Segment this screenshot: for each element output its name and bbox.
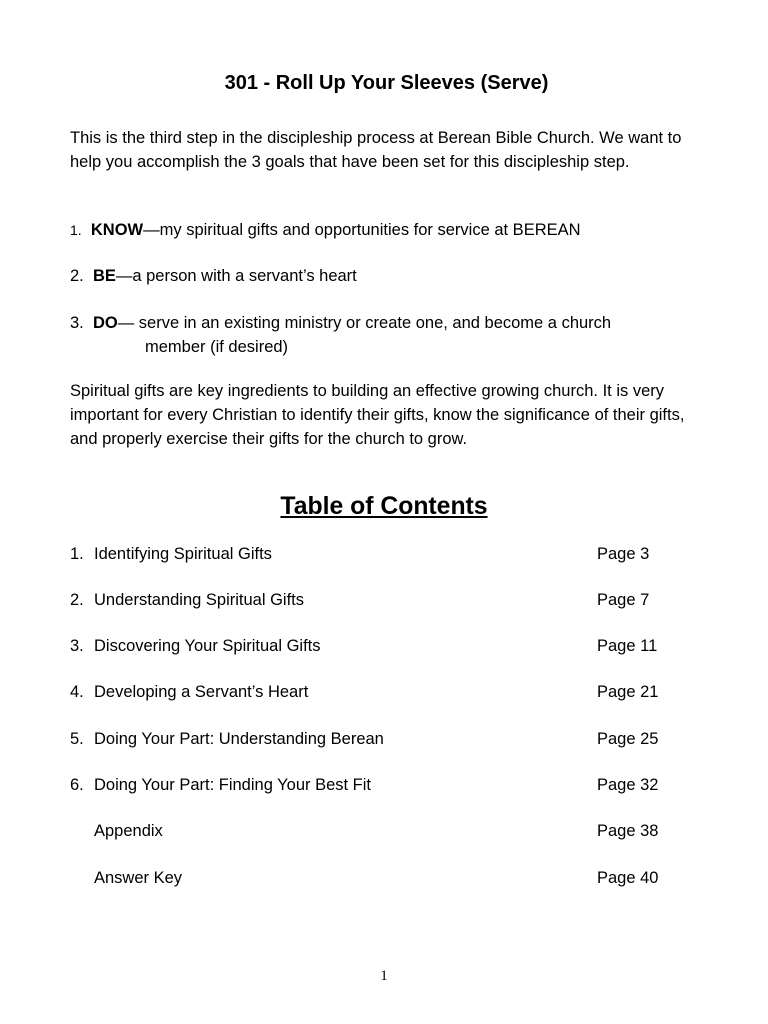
toc-item-answer-key — [70, 866, 710, 890]
goal-keyword: BE — [92, 267, 116, 285]
toc-item — [70, 634, 710, 658]
toc-item — [70, 727, 710, 751]
toc-item-page: Page 7 — [597, 591, 650, 609]
goal-text: —my spiritual gifts and opportunities for service at BEREAN — [143, 221, 581, 239]
toc-item-appendix — [70, 819, 710, 843]
intro-paragraph: This is the third step in the discipleship process at Berean Bible Church. We want to help you accomplish the 3 goals that have been set for this discipleship step. — [70, 129, 682, 171]
toc-item-number: 1. — [70, 545, 84, 563]
page-number: 1 — [380, 968, 388, 984]
toc-item — [70, 680, 710, 704]
toc-item — [70, 588, 710, 612]
toc-item-page: Page 25 — [597, 730, 659, 748]
toc-item-number: 4. — [70, 683, 84, 701]
toc-item-page: Page 21 — [597, 683, 659, 701]
goal-number: 2. — [70, 267, 84, 285]
toc-item-title: Appendix — [94, 822, 163, 840]
toc-item-page: Page 38 — [597, 822, 659, 840]
toc-item-number: 6. — [70, 776, 84, 794]
goal-keyword: KNOW — [90, 221, 144, 239]
toc-item-number: 3. — [70, 637, 84, 655]
toc-item — [70, 773, 710, 797]
goal-number: 1. — [70, 222, 82, 238]
goal-number: 3. — [70, 314, 84, 332]
goal-do-continuation: member (if desired) — [145, 338, 289, 356]
toc-item-number: 2. — [70, 591, 84, 609]
toc-item-title: Discovering Your Spiritual Gifts — [94, 637, 321, 655]
toc-item-page: Page 32 — [597, 776, 659, 794]
page-title: 301 - Roll Up Your Sleeves (Serve) — [224, 72, 549, 94]
toc-item — [70, 542, 710, 566]
toc-item-title: Doing Your Part: Finding Your Best Fit — [94, 776, 372, 794]
toc-item-title: Developing a Servant’s Heart — [94, 683, 309, 701]
toc-item-page: Page 40 — [597, 869, 659, 887]
toc-item-page: Page 3 — [597, 545, 650, 563]
toc-item-number: 5. — [70, 730, 84, 748]
goal-know — [70, 218, 710, 242]
toc-item-title: Doing Your Part: Understanding Berean — [94, 730, 384, 748]
toc-item-title: Answer Key — [94, 869, 183, 887]
goal-keyword: DO — [92, 314, 118, 332]
goal-text: —a person with a servant’s heart — [115, 267, 357, 285]
goal-text: — serve in an existing ministry or create one, and become a church — [117, 314, 612, 332]
toc-item-title: Identifying Spiritual Gifts — [94, 545, 272, 563]
toc-item-title: Understanding Spiritual Gifts — [94, 591, 305, 609]
toc-heading: Table of Contents — [280, 493, 488, 520]
goal-be — [70, 264, 710, 288]
toc-item-page: Page 11 — [597, 637, 658, 655]
goal-do — [70, 311, 710, 335]
spiritual-gifts-paragraph: Spiritual gifts are key ingredients to building an effective growing church. It is very important for every Christian to identify their gifts, know the significance of their gifts, and properly exercise their gifts for the church to grow. — [70, 382, 685, 448]
